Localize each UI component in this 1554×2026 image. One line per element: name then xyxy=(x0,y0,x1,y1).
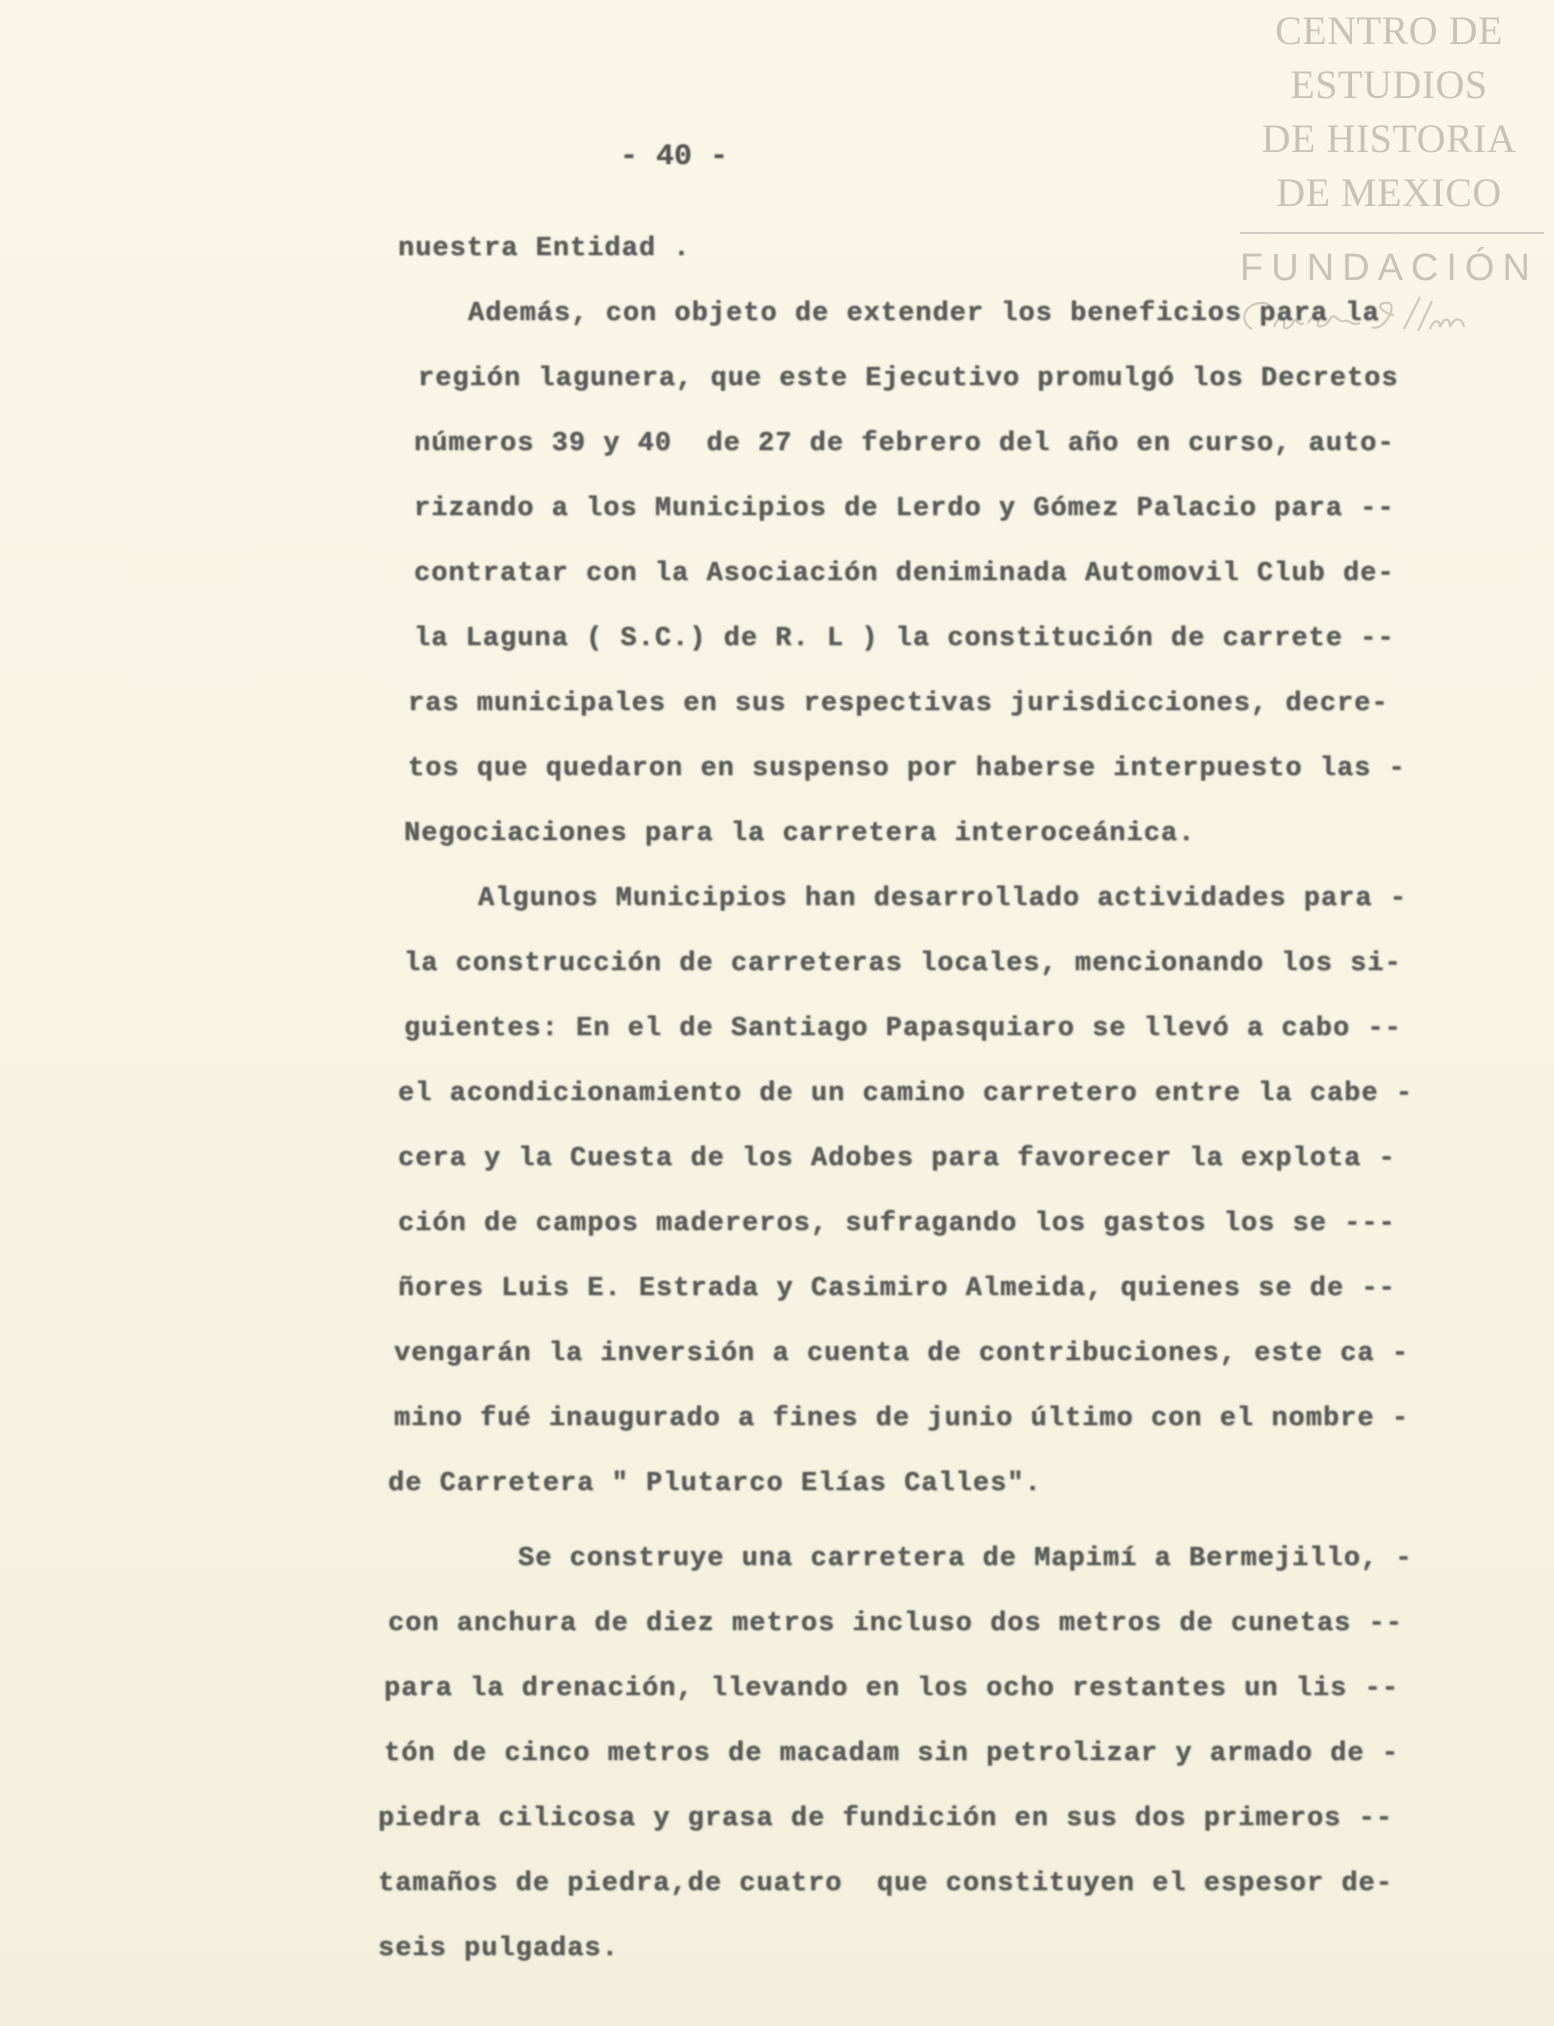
text-line: nuestra Entidad . xyxy=(398,234,691,264)
text-line: tamaños de piedra,de cuatro que constituyen el espesor de- xyxy=(378,1869,1393,1899)
text-line: ras municipales en sus respectivas jurisdicciones, decre- xyxy=(408,689,1389,719)
text-line: la Laguna ( S.C.) de R. L ) la constitución de carrete -- xyxy=(414,624,1395,654)
watermark-divider xyxy=(1240,232,1544,234)
text-line: vengarán la inversión a cuenta de contribuciones, este ca - xyxy=(394,1339,1409,1369)
text-line: Además, con objeto de extender los beneficios para la xyxy=(468,299,1380,329)
watermark-line: ESTUDIOS xyxy=(1290,62,1488,107)
text-line: cera y la Cuesta de los Adobes para favorecer la explota - xyxy=(398,1144,1396,1174)
text-line: de Carretera " Plutarco Elías Calles". xyxy=(388,1469,1042,1499)
text-line: la construcción de carreteras locales, mencionando los si- xyxy=(404,949,1402,979)
page-number: - 40 - xyxy=(620,140,729,174)
text-line: Se construye una carretera de Mapimí a Bermejillo, - xyxy=(518,1544,1413,1574)
text-line: contratar con la Asociación deniminada Automovil Club de- xyxy=(414,559,1395,589)
watermark-foundation: FUNDACIÓN xyxy=(1240,247,1538,289)
watermark-line: DE HISTORIA xyxy=(1261,116,1517,161)
text-line: tón de cinco metros de macadam sin petrolizar y armado de - xyxy=(384,1739,1399,1769)
text-line: rizando a los Municipios de Lerdo y Gómez Palacio para -- xyxy=(414,494,1395,524)
text-line: ñores Luis E. Estrada y Casimiro Almeida, quienes se de -- xyxy=(398,1274,1396,1304)
archive-watermark xyxy=(1234,4,1544,345)
watermark-line: DE MEXICO xyxy=(1276,170,1502,215)
text-line: piedra cilicosa y grasa de fundición en sus dos primeros -- xyxy=(378,1804,1393,1834)
text-line: Algunos Municipios han desarrollado actividades para - xyxy=(478,884,1407,914)
text-line: seis pulgadas. xyxy=(378,1934,619,1964)
text-line: números 39 y 40 de 27 de febrero del año en curso, auto- xyxy=(414,429,1395,459)
text-line: tos que quedaron en suspenso por haberse interpuesto las - xyxy=(408,754,1406,784)
text-line: región lagunera, que este Ejecutivo promulgó los Decretos xyxy=(418,364,1399,394)
text-line: el acondicionamiento de un camino carretero entre la cabe - xyxy=(398,1079,1413,1109)
text-line: guientes: En el de Santiago Papasquiaro se llevó a cabo -- xyxy=(404,1014,1402,1044)
text-line: para la drenación, llevando en los ocho restantes un lis -- xyxy=(384,1674,1399,1704)
text-line: ción de campos madereros, sufragando los gastos los se --- xyxy=(398,1209,1396,1239)
text-line: mino fué inaugurado a fines de junio último con el nombre - xyxy=(394,1404,1409,1434)
text-line: Negociaciones para la carretera interoceánica. xyxy=(404,819,1196,849)
text-line: con anchura de diez metros incluso dos metros de cunetas -- xyxy=(388,1609,1403,1639)
watermark-line: CENTRO DE xyxy=(1275,8,1503,53)
